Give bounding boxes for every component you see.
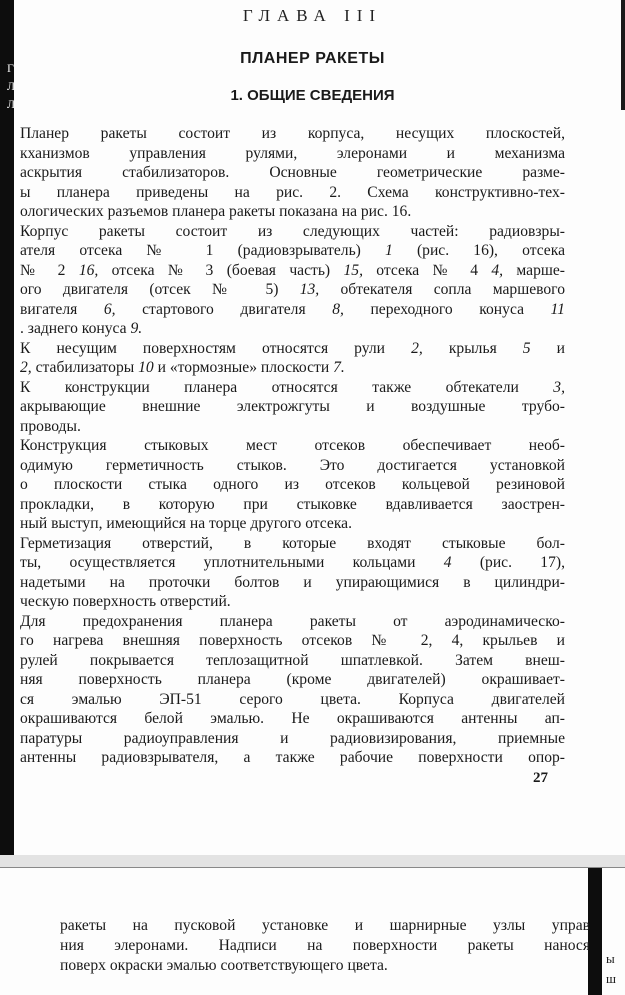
text-segment: окрашиваются белой эмалью. Не окрашиваются антенны ап- — [20, 710, 565, 727]
text-line — [60, 916, 590, 936]
figure-reference: 9. — [130, 320, 143, 337]
text-segment: ся эмалью ЭП-51 серого цвета. Корпуса двигателей — [20, 690, 565, 708]
text-line — [20, 358, 565, 378]
text-segment: обтекателя сопла маршевого — [319, 281, 565, 298]
text-line — [60, 956, 590, 976]
text-line — [60, 936, 590, 956]
text-segment: антенны радиовзрывателя, а также рабочие поверхности опор- — [20, 749, 565, 766]
text-line — [20, 183, 565, 203]
page-number: 27 — [533, 770, 548, 786]
figure-reference: 2, — [20, 359, 32, 376]
text-segment: ателя отсека № 1 (радиовзрыватель) — [20, 242, 386, 259]
figure-reference: 6, — [103, 300, 116, 318]
text-segment: и — [530, 339, 565, 357]
text-segment: няя поверхность планера (кроме двигателей) окрашивает- — [20, 671, 565, 688]
text-line — [20, 514, 565, 534]
text-segment: крылья — [422, 339, 523, 357]
text-segment: аскрытия стабилизаторов. Основные геометрические разме- — [20, 164, 565, 181]
text-line — [20, 261, 565, 281]
text-segment: переходного конуса — [343, 300, 551, 318]
margin-fragment: Л — [7, 97, 16, 111]
text-line — [20, 300, 565, 320]
text-segment: надетыми на проточки болтов и упирающимися в цилиндри- — [20, 573, 565, 591]
body-text — [20, 124, 565, 768]
page-gap — [0, 855, 625, 867]
text-line — [20, 124, 565, 144]
text-segment: К конструкции планера относятся также обтекатели — [20, 378, 554, 396]
text-segment: стартового двигателя — [115, 300, 333, 318]
text-segment: го нагрева внешняя поверхность отсеков № 2, 4, крыльев и — [20, 632, 565, 649]
text-line — [20, 397, 565, 417]
figure-reference: 4 — [443, 554, 452, 571]
text-line — [20, 222, 565, 242]
text-segment: Герметизация отверстий, в которые входят стыковые бол- — [20, 534, 565, 552]
section-title: ПЛАНЕР РАКЕТЫ — [240, 50, 385, 67]
chapter-heading: ГЛАВА III — [242, 6, 383, 25]
figure-reference: 8, — [332, 300, 344, 318]
figure-reference: 15, — [343, 261, 363, 279]
text-segment: ракеты на пусковой установке и шарнирные узлы управ — [60, 917, 590, 934]
text-segment: о плоскости стыка одного из отсеков кольцевой резиновой — [20, 476, 565, 493]
figure-reference: 16, — [78, 261, 99, 279]
text-line — [20, 378, 565, 398]
text-line — [20, 651, 565, 671]
figure-reference: 3, — [553, 378, 565, 396]
text-line — [20, 280, 565, 300]
text-line — [20, 456, 565, 476]
text-line — [20, 144, 565, 164]
text-segment: стабилизаторы — [31, 359, 139, 376]
text-line — [20, 573, 565, 593]
text-segment: кханизмов управления рулями, элеронами и механизма — [20, 144, 565, 162]
text-line — [20, 417, 565, 437]
figure-reference: 5 — [522, 339, 531, 357]
text-segment: Для предохранения планера ракеты от аэродинамическо- — [20, 612, 565, 630]
text-line — [20, 241, 565, 261]
text-line — [20, 534, 565, 554]
margin-fragment: Г — [7, 61, 14, 75]
text-line — [20, 495, 565, 515]
text-line — [20, 709, 565, 729]
text-segment: вигателя — [20, 300, 104, 318]
text-segment: ния элеронами. Надписи на поверхности ракеты нанося — [60, 937, 590, 954]
text-segment: ческую поверхность отверстий. — [20, 593, 231, 610]
figure-reference: 2, — [411, 339, 423, 357]
text-segment: (рис. 17), — [451, 554, 565, 571]
margin-fragment: ы — [606, 951, 615, 966]
figure-reference: 11 — [550, 300, 565, 318]
margin-fragment: ш — [606, 971, 617, 986]
text-segment: рулей покрывается теплозащитной шпатлевкой. Затем внеш- — [20, 651, 565, 669]
figure-reference: 7. — [333, 359, 345, 376]
margin-fragment: Л — [7, 79, 16, 93]
text-segment: (рис. 16), отсека — [392, 242, 565, 259]
text-line — [20, 670, 565, 690]
text-segment: отсека № 4 — [362, 261, 492, 279]
figure-reference: 4, — [491, 261, 504, 279]
text-segment: отсека № 3 (боевая часть) — [98, 261, 344, 279]
text-segment: . заднего конуса — [20, 320, 131, 337]
text-segment: Конструкция стыковых мест отсеков обеспечивает необ- — [20, 437, 565, 454]
next-page — [0, 868, 625, 995]
text-segment: Корпус ракеты состоит из следующих частей: радиовзры- — [20, 222, 565, 240]
figure-reference: 13, — [299, 281, 320, 298]
text-line — [20, 612, 565, 632]
text-segment: ный выступ, имеющийся на торце другого отсека. — [20, 515, 352, 532]
scan-right-edge — [588, 868, 602, 995]
text-segment: № 2 — [20, 261, 79, 279]
text-segment: паратуры радиоуправления и радиовизирования, приемные — [20, 729, 565, 747]
body-text — [60, 916, 590, 976]
text-line — [20, 339, 565, 359]
scan-left-edge — [0, 0, 14, 855]
text-line — [20, 631, 565, 651]
text-segment: акрывающие внешние электрожгуты и воздушные трубо- — [20, 398, 565, 415]
text-line — [20, 748, 565, 768]
text-line — [20, 729, 565, 749]
text-segment: ого двигателя (отсек № 5) — [20, 281, 300, 298]
text-line — [20, 319, 565, 339]
text-segment: ологических разъемов планера ракеты показана на рис. 16. — [20, 203, 412, 220]
text-line — [20, 475, 565, 495]
text-line — [20, 553, 565, 573]
figure-reference: 1 — [385, 242, 393, 259]
figure-reference: 10 — [138, 359, 154, 376]
text-segment: и «тормозные» плоскости — [153, 359, 334, 376]
text-segment: К несущим поверхностям относятся рули — [20, 339, 412, 357]
text-line — [20, 592, 565, 612]
text-line — [20, 202, 565, 222]
text-segment: одимую герметичность стыков. Это достигается установкой — [20, 456, 565, 474]
text-segment: ы планера приведены на рис. 2. Схема конструктивно-тех- — [20, 183, 565, 201]
subsection-title: 1. ОБЩИЕ СВЕДЕНИЯ — [230, 87, 395, 104]
text-segment: прокладки, в которую при стыковке вдавливается заострен- — [20, 495, 565, 513]
text-line — [20, 436, 565, 456]
text-segment: поверх окраски эмалью соответствующего цвета. — [60, 957, 388, 974]
text-line — [20, 163, 565, 183]
text-segment: проводы. — [20, 417, 81, 435]
text-line — [20, 690, 565, 710]
text-segment: Планер ракеты состоит из корпуса, несущих плоскостей, — [20, 125, 565, 142]
text-segment: ты, осуществляется уплотнительными кольцами — [20, 554, 444, 571]
text-segment: марше- — [503, 261, 565, 279]
